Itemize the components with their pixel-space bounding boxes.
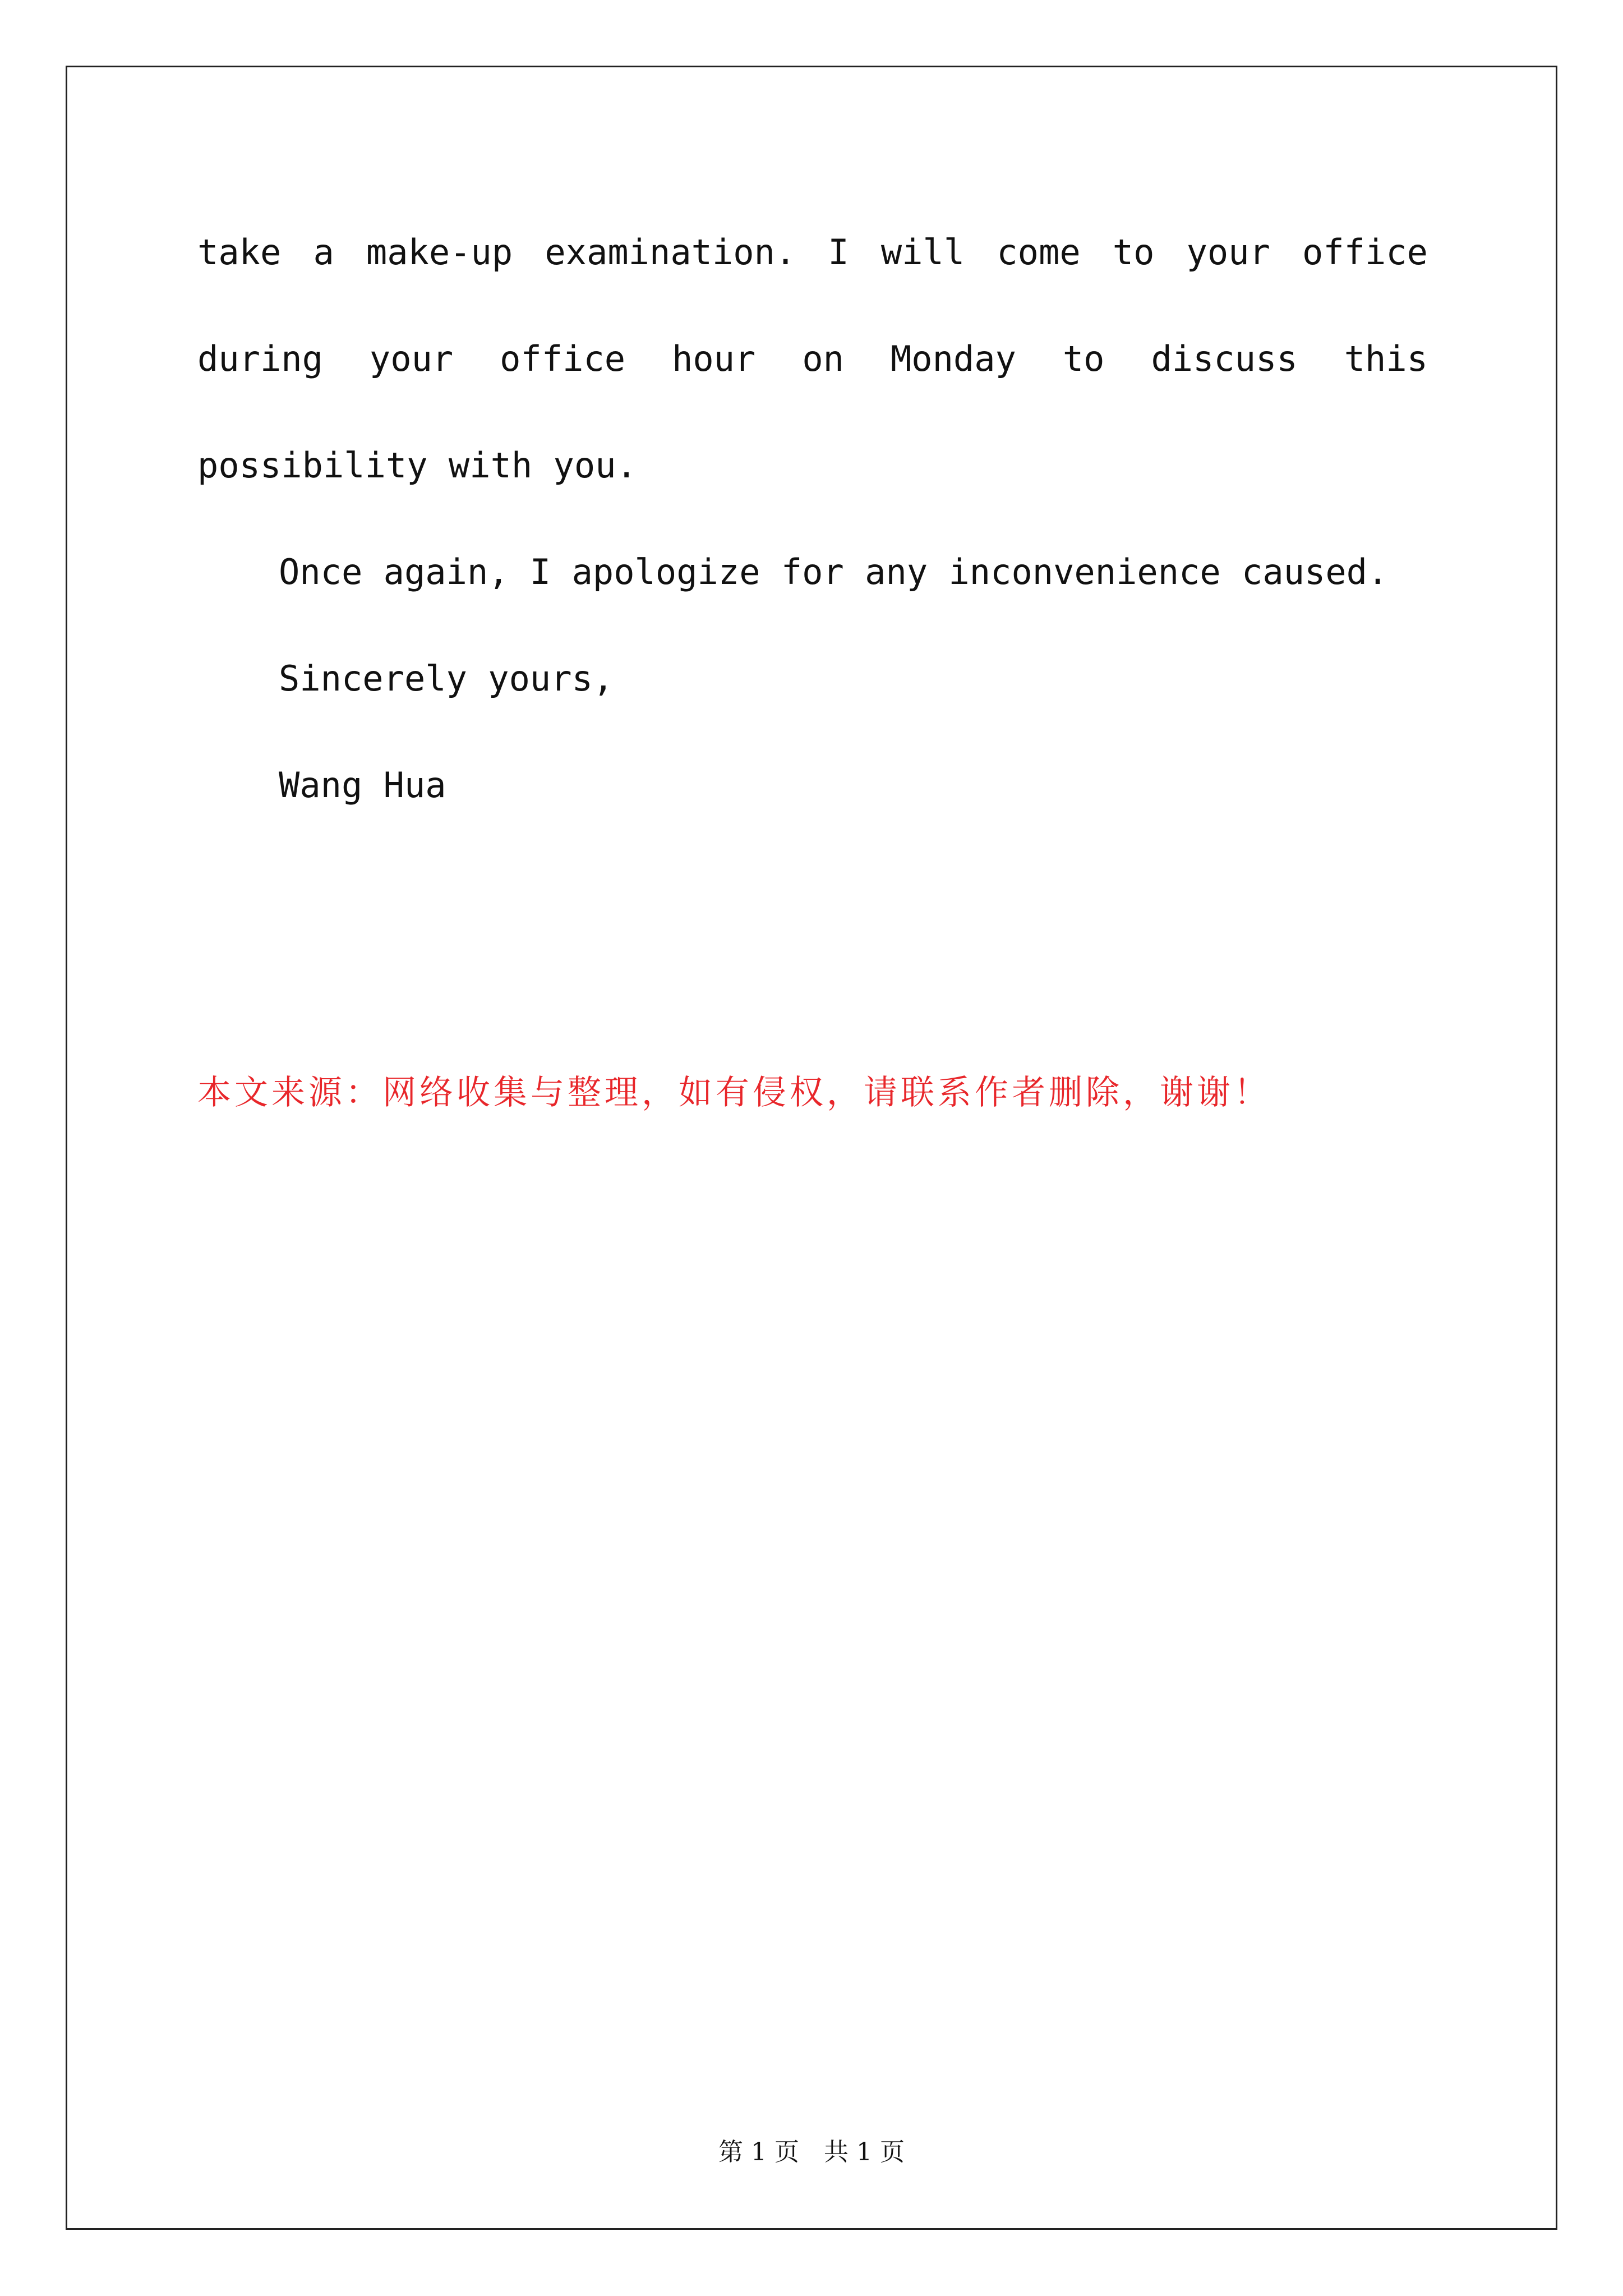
- signature: Wang Hua: [279, 765, 446, 806]
- paragraph-line-2: during your office hour on Monday to discuss this: [197, 338, 1428, 379]
- paragraph-line-1: take a make-up examination. I will come to your office: [197, 232, 1428, 273]
- paragraph-line-3: possibility with you.: [197, 445, 637, 486]
- sign-off: Sincerely yours,: [279, 658, 614, 699]
- letter-body: [197, 199, 1428, 839]
- closing-sentence: Once again, I apologize for any inconvenience caused.: [279, 551, 1389, 592]
- page-number-footer: 第 1 页 共 1 页: [718, 2138, 905, 2166]
- source-disclaimer: 本文来源：网络收集与整理，如有侵权，请联系作者删除，谢谢！: [197, 1073, 1271, 1112]
